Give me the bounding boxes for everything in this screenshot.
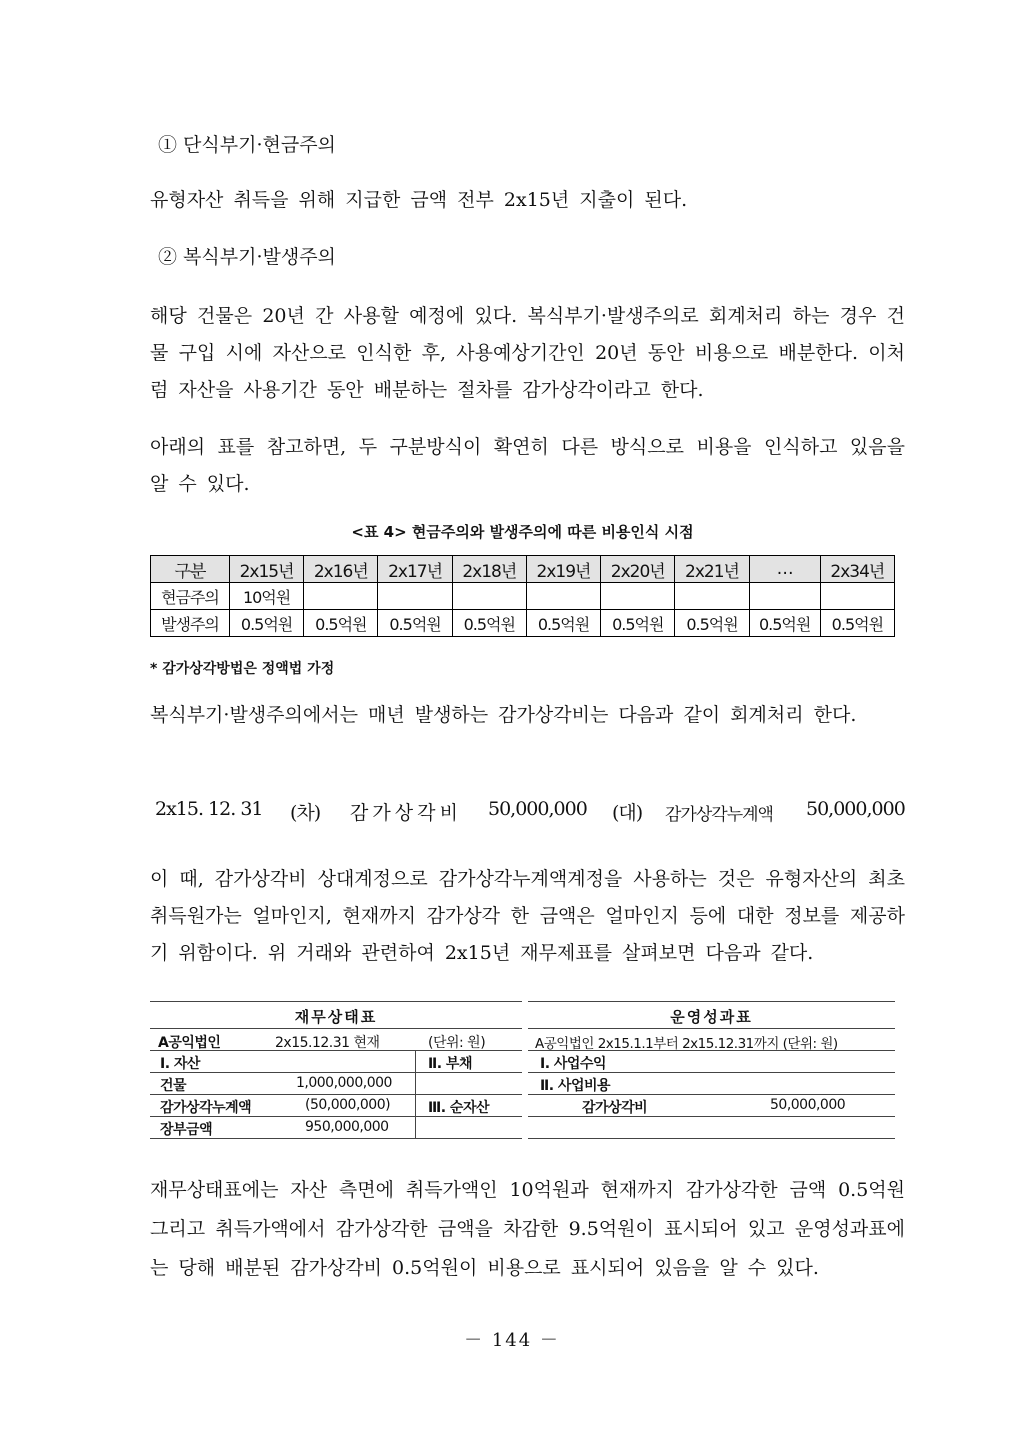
rule [528,1094,895,1095]
table-4-cell: 0.5억원 [304,610,378,637]
bs-entity: A공익법인 [158,1035,221,1051]
rule [150,1138,522,1139]
is-dep-label: 감가상각비 [582,1100,648,1116]
table-4-header-cell: 2x17년 [378,556,452,583]
table-4-header-cell: 2x16년 [304,556,378,583]
bs-row-value: 950,000,000 [305,1119,389,1135]
table-4-cell: 10억원 [229,583,303,610]
bs-row-value: 1,000,000,000 [296,1075,392,1091]
table-4-header-cell: 2x21년 [675,556,749,583]
journal-credit-label: (대) [612,802,643,824]
table-4-cell [304,583,378,610]
explain-text: 이 때, 감가상각비 상대계정으로 감가상각누계액계정을 사용하는 것은 유형자산의 최초 취득원가는 얼마인지, 현재까지 감가상각 한 금액은 얼마인지 등에 대한 정보를 제공하기 위함이다. 위 거래와 관련하여 2x15년 재무제표를 살펴보면 다음과 같다. [150,868,905,964]
rule [528,1116,895,1117]
journal-date: 2x15. 12. 31 [155,798,263,820]
rule [150,1001,522,1002]
is-dep-value: 50,000,000 [770,1097,846,1113]
table-4-row-cash [151,583,895,610]
bs-equity-heading: Ⅲ. 순자산 [428,1100,489,1116]
table-4-header-cell: 2x20년 [601,556,675,583]
section-1-text: 유형자산 취득을 위해 지급한 금액 전부 2x15년 지출이 된다. [150,189,688,211]
page-number: － 144 － [464,1330,560,1351]
is-revenue-heading: Ⅰ. 사업수익 [540,1056,606,1072]
rule [150,1094,522,1095]
rule [150,1050,522,1051]
rule [528,1138,895,1139]
rule [528,1001,895,1002]
section-2-heading: ② 복식부기·발생주의 [158,246,336,268]
table-4-header-cell: 2x18년 [452,556,526,583]
table-4-row-accrual [151,610,895,637]
table-4-header-cell: 2x34년 [820,556,894,583]
bs-row-label: 장부금액 [160,1122,213,1138]
table-4-cell: 발생주의 [151,610,230,637]
bs-liab-heading: Ⅱ. 부채 [428,1056,472,1072]
table-4-header-cell: 2x15년 [229,556,303,583]
table-4-header-cell: 구분 [151,556,230,583]
bs-row-label: 감가상각누계액 [160,1100,252,1116]
journal-debit-account: 감 가 상 각 비 [350,802,457,824]
table-4-note: * 감가상각방법은 정액법 가정 [150,661,335,677]
table-4-cell: 0.5억원 [601,610,675,637]
table-4-cell: 0.5억원 [229,610,303,637]
journal-debit-amount: 50,000,000 [488,798,587,820]
section-2-text: 해당 건물은 20년 간 사용할 예정에 있다. 복식부기·발생주의로 회계처리 하는 경우 건물 구입 시에 자산으로 인식한 후, 사용예상기간인 20년 동안 비용으로 배분한다. 이처럼 자산을 사용기간 동안 배분하는 절차를 감가상각이라고 한다. [150,305,905,401]
table-4-cell [820,583,894,610]
table-4-header-cell: … [749,556,820,583]
rule [150,1028,522,1029]
bs-assets-heading: Ⅰ. 자산 [160,1056,200,1072]
after-table-text: 복식부기·발생주의에서는 매년 발생하는 감가상각비는 다음과 같이 회계처리 한다. [150,704,857,726]
bs-date: 2x15.12.31 현재 [275,1035,380,1051]
table-4-cell: 현금주의 [151,583,230,610]
table-4-cell: 0.5억원 [820,610,894,637]
rule [528,1050,895,1051]
table-4-header-row [151,556,895,583]
table-4-cell [526,583,600,610]
rule [528,1028,895,1029]
is-header: A공익법인 2x15.1.1부터 2x15.12.31까지 (단위: 원) [535,1036,838,1052]
journal-credit-amount: 50,000,000 [806,798,905,820]
table-4-cell [601,583,675,610]
table-4-cell [452,583,526,610]
closing-text: 재무상태표에는 자산 측면에 취득가액인 10억원과 현재까지 감가상각한 금액 0.5억원 그리고 취득가액에서 감가상각한 금액을 차감한 9.5억원이 표시되어 있고 운영성과표에는 당해 배분된 감가상각비 0.5억원이 비용으로 표시되어 있음을 알 수 있다. [150,1179,905,1279]
bs-unit: (단위: 원) [428,1035,486,1051]
table-4-cell: 0.5억원 [378,610,452,637]
table-4-cell: 0.5억원 [749,610,820,637]
table-4-cell [749,583,820,610]
balance-sheet-title: 재무상태표 [294,1008,378,1026]
income-statement-title: 운영성과표 [670,1008,753,1026]
journal-debit-label: (차) [290,802,321,824]
rule [528,1072,895,1073]
table-4 [150,555,895,637]
table-4-cell [675,583,749,610]
table-4-caption: <표 4> 현금주의와 발생주의에 따른 비용인식 시점 [351,523,694,541]
bs-row-label: 건물 [160,1078,187,1094]
table-4-cell: 0.5억원 [675,610,749,637]
rule [150,1072,522,1073]
is-expense-heading: Ⅱ. 사업비용 [540,1078,611,1094]
journal-credit-account: 감가상각누계액 [665,805,773,825]
table-4-cell: 0.5억원 [452,610,526,637]
table-4-cell: 0.5억원 [526,610,600,637]
rule [150,1116,522,1117]
table-4-header-cell: 2x19년 [526,556,600,583]
section-1-heading: ① 단식부기·현금주의 [158,134,336,156]
table-4-cell [378,583,452,610]
bs-row-value: (50,000,000) [305,1097,391,1113]
section-3-text: 아래의 표를 참고하면, 두 구분방식이 확연히 다른 방식으로 비용을 인식하고 있음을 알 수 있다. [150,436,905,495]
